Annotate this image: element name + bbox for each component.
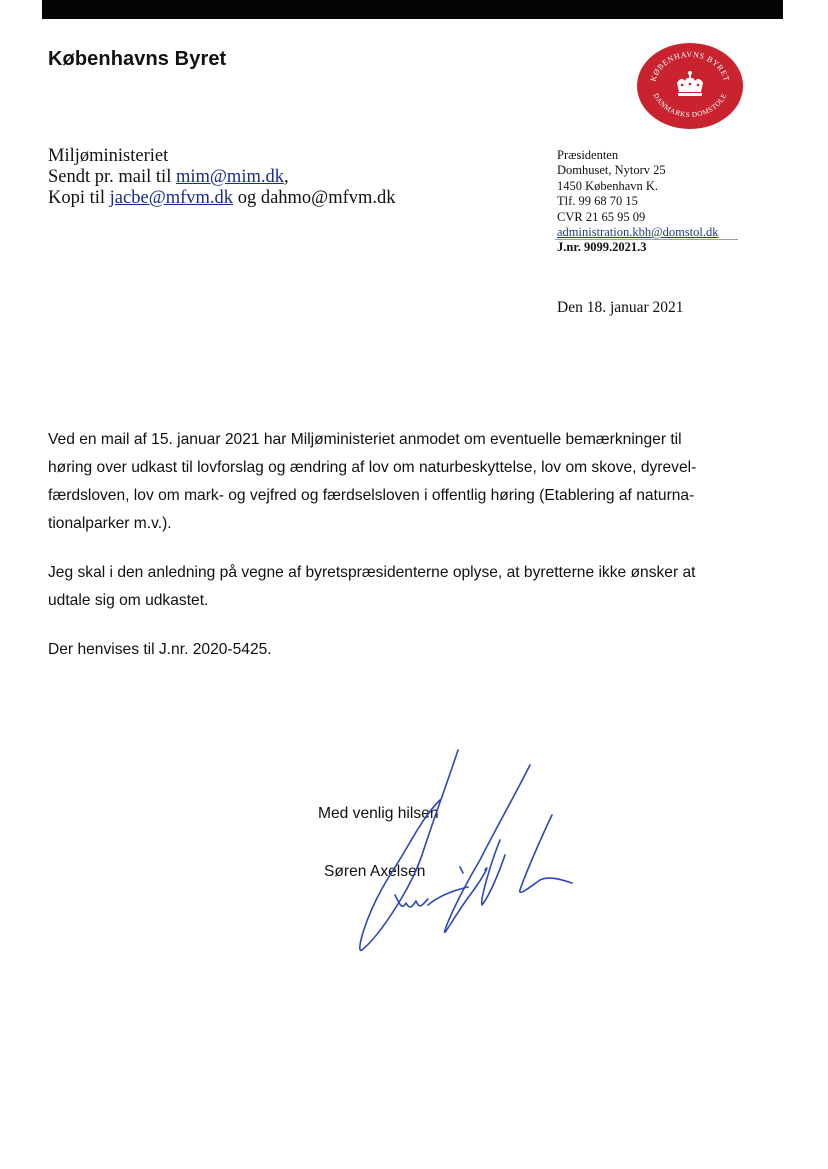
signer-name: Søren Axelsen (324, 863, 426, 880)
copy-email-2: dahmo@mfvm.dk (260, 188, 396, 208)
letter-date: Den 18. januar 2021 (557, 299, 684, 316)
sender-phone: Tlf. 99 68 70 15 (557, 194, 638, 209)
journal-number: J.nr. 9099.2021.3 (557, 240, 647, 255)
sender-divider (555, 239, 738, 240)
recipient-email-link[interactable]: mim@mim.dk (175, 167, 284, 187)
copy-email-link[interactable]: jacbe@mfvm.dk (109, 188, 234, 208)
sender-email-link[interactable]: administration.kbh@domstol.dk (557, 225, 719, 240)
sender-address-1: Domhuset, Nytorv 25 (557, 163, 666, 178)
top-black-bar (42, 0, 783, 19)
body-paragraph-2: Jeg skal i den anledning på vegne af byretspræsidenterne oplyse, at byretterne ikke ønsker at udtale sig om udkastet. (48, 564, 696, 609)
body-paragraph-1: Ved en mail af 15. januar 2021 har Miljøministeriet anmodet om eventuelle bemærkninger til høring over udkast til lovforslag og ændring af lov om naturbeskyttelse, lov om skove, dyrevel- færdsloven, lov om mark- og vejfred og færdselsloven i offentlig høring (Etablering af naturna- tionalparker m.v.). (48, 431, 697, 532)
court-seal-logo (637, 43, 743, 129)
seal-top-text: KØBENHAVNS BYRET (648, 49, 732, 83)
copy-line: Kopi til jacbe@mfvm.dk og dahmo@mfvm.dk (48, 188, 396, 208)
sender-cvr: CVR 21 65 95 09 (557, 209, 646, 224)
sent-line: Sendt pr. mail til mim@mim.dk, (48, 167, 289, 187)
court-name-heading: Københavns Byret (48, 48, 227, 70)
closing-greeting: Med venlig hilsen (318, 805, 439, 822)
sender-address-2: 1450 København K. (557, 178, 659, 193)
handwritten-signature (340, 745, 580, 960)
sender-title: Præsidenten (557, 148, 619, 162)
body-paragraph-3: Der henvises til J.nr. 2020-5425. (48, 641, 272, 658)
recipient-block (48, 146, 396, 209)
letter-body (48, 426, 748, 664)
recipient-name: Miljøministeriet (48, 146, 169, 166)
seal-bottom-text: DANMARKS DOMSTOLE (651, 91, 729, 120)
